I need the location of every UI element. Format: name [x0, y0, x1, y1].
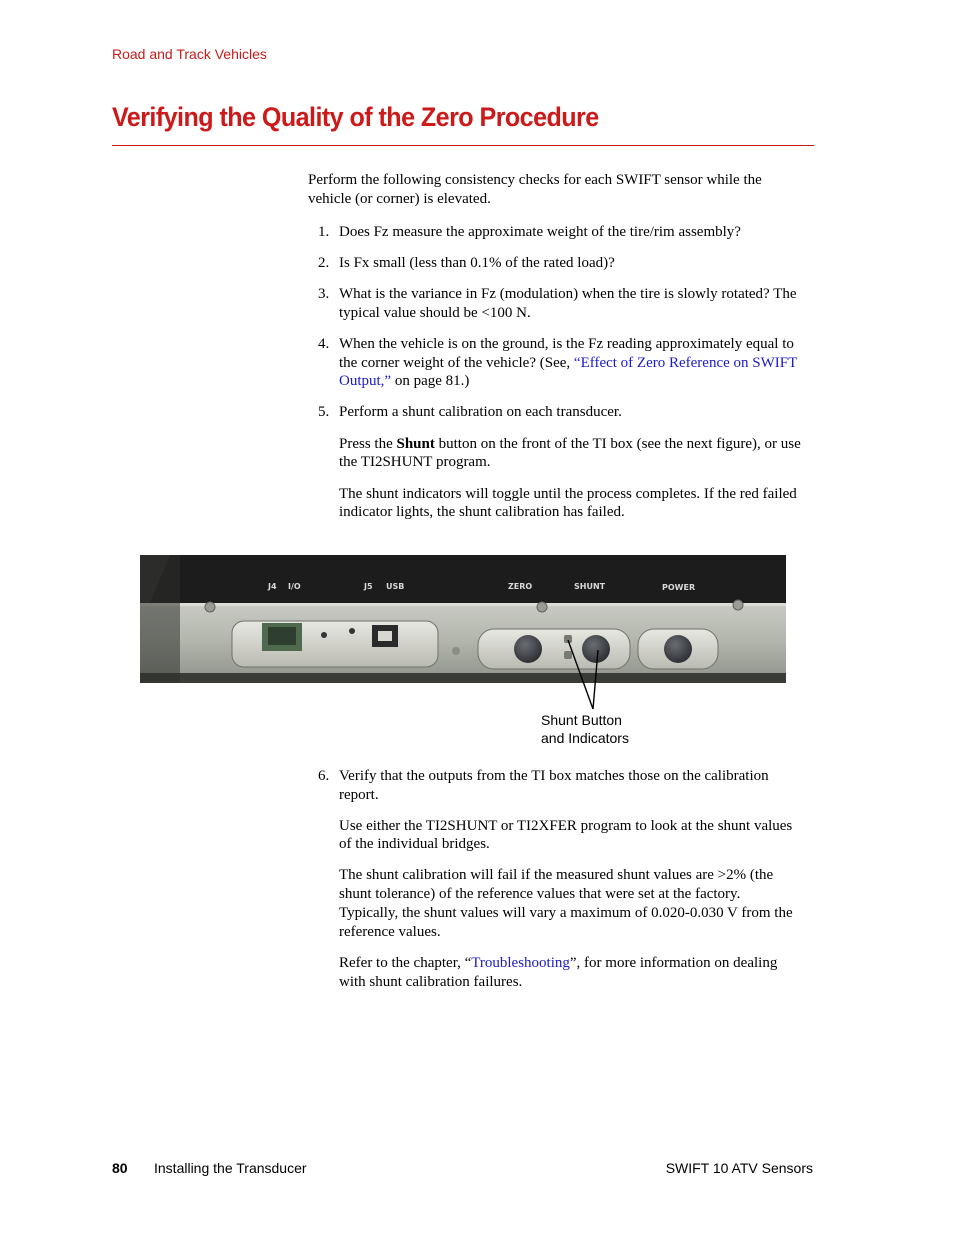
step-6-refer-line-1 [339, 954, 777, 973]
press-post: button on the front of the TI box (see the next figure), or use [434, 436, 801, 452]
panel-label-io: I/O [288, 582, 301, 591]
intro-line-2: vehicle (or corner) is elevated. [308, 191, 491, 207]
step-6-fail-line-3: Typically, the shunt values will vary a maximum of 0.020-0.030 V from the [339, 905, 793, 921]
troubleshooting-link[interactable]: Troubleshooting [471, 955, 570, 971]
ti-box-photo [140, 555, 786, 683]
effect-of-zero-reference-link-cont[interactable]: Output,” [339, 373, 392, 389]
step-1-number: 1. [318, 224, 330, 240]
step-6-fail-line-4: reference values. [339, 924, 441, 940]
step-6-use-line-1: Use either the TI2SHUNT or TI2XFER program to look at the shunt values [339, 818, 793, 834]
step-2-text: Is Fx small (less than 0.1% of the rated load)? [339, 255, 615, 271]
step-1-text: Does Fz measure the approximate weight of the tire/rim assembly? [339, 224, 741, 240]
step-4-line-1: When the vehicle is on the ground, is the Fz reading approximately equal to [339, 336, 794, 352]
step-5-number: 5. [318, 404, 330, 420]
press-pre: Press the [339, 436, 397, 452]
step-5-indicator-line-1: The shunt indicators will toggle until the process completes. If the red failed [339, 486, 797, 502]
panel-label-j4: J4 [268, 582, 277, 591]
panel-label-shunt: SHUNT [574, 582, 606, 591]
footer-product: SWIFT 10 ATV Sensors [665, 1160, 813, 1176]
callout-lines [560, 640, 610, 712]
ti-box-illustration [140, 555, 786, 683]
effect-of-zero-reference-link[interactable]: “Effect of Zero Reference on SWIFT [573, 355, 798, 371]
step-6-refer-line-2: with shunt calibration failures. [339, 974, 523, 990]
step-2-number: 2. [318, 255, 330, 271]
refer-pre: Refer to the chapter, “ [339, 955, 472, 971]
step-6-use-line-2: of the individual bridges. [339, 836, 490, 852]
step-3-line-1: What is the variance in Fz (modulation) when the tire is slowly rotated? The [339, 286, 797, 302]
step-4-line-2 [339, 354, 797, 373]
step-5-press-line-2: the TI2SHUNT program. [339, 454, 491, 470]
step-5-line-1: Perform a shunt calibration on each transducer. [339, 404, 622, 420]
step-3-line-2: typical value should be <100 N. [339, 305, 531, 321]
callout-line-1: Shunt Button [541, 712, 622, 728]
page-title: Verifying the Quality of the Zero Procedure [112, 102, 599, 132]
step-6-number: 6. [318, 768, 330, 784]
step-4-number: 4. [318, 336, 330, 352]
step-3-number: 3. [318, 286, 330, 302]
step-4-line-3-text: on page 81.) [391, 373, 470, 389]
title-rule [112, 145, 814, 146]
intro-line-1: Perform the following consistency checks for each SWIFT sensor while the [308, 172, 762, 188]
figure-callout [541, 711, 629, 747]
step-6-line-1: Verify that the outputs from the TI box matches those on the calibration [339, 768, 769, 784]
running-header: Road and Track Vehicles [112, 46, 267, 62]
panel-label-zero: ZERO [508, 582, 533, 591]
callout-line-2: and Indicators [541, 730, 629, 746]
footer-chapter: Installing the Transducer [154, 1160, 307, 1176]
panel-label-j5: J5 [364, 582, 373, 591]
page-number: 80 [112, 1160, 128, 1176]
step-4-line-3 [339, 372, 469, 391]
step-4-line-2-text: the corner weight of the vehicle? (See, [339, 355, 574, 371]
panel-label-power: POWER [662, 583, 696, 592]
shunt-bold: Shunt [396, 436, 435, 452]
step-5-indicator-line-2: indicator lights, the shunt calibration has failed. [339, 504, 625, 520]
step-5-press-line-1 [339, 435, 801, 454]
step-6-line-2: report. [339, 787, 379, 803]
step-6-fail-line-2: shunt tolerance) of the reference values that were set at the factory. [339, 886, 741, 902]
refer-post: ”, for more information on dealing [569, 955, 778, 971]
panel-label-usb: USB [386, 582, 405, 591]
step-6-fail-line-1: The shunt calibration will fail if the measured shunt values are >2% (the [339, 867, 774, 883]
